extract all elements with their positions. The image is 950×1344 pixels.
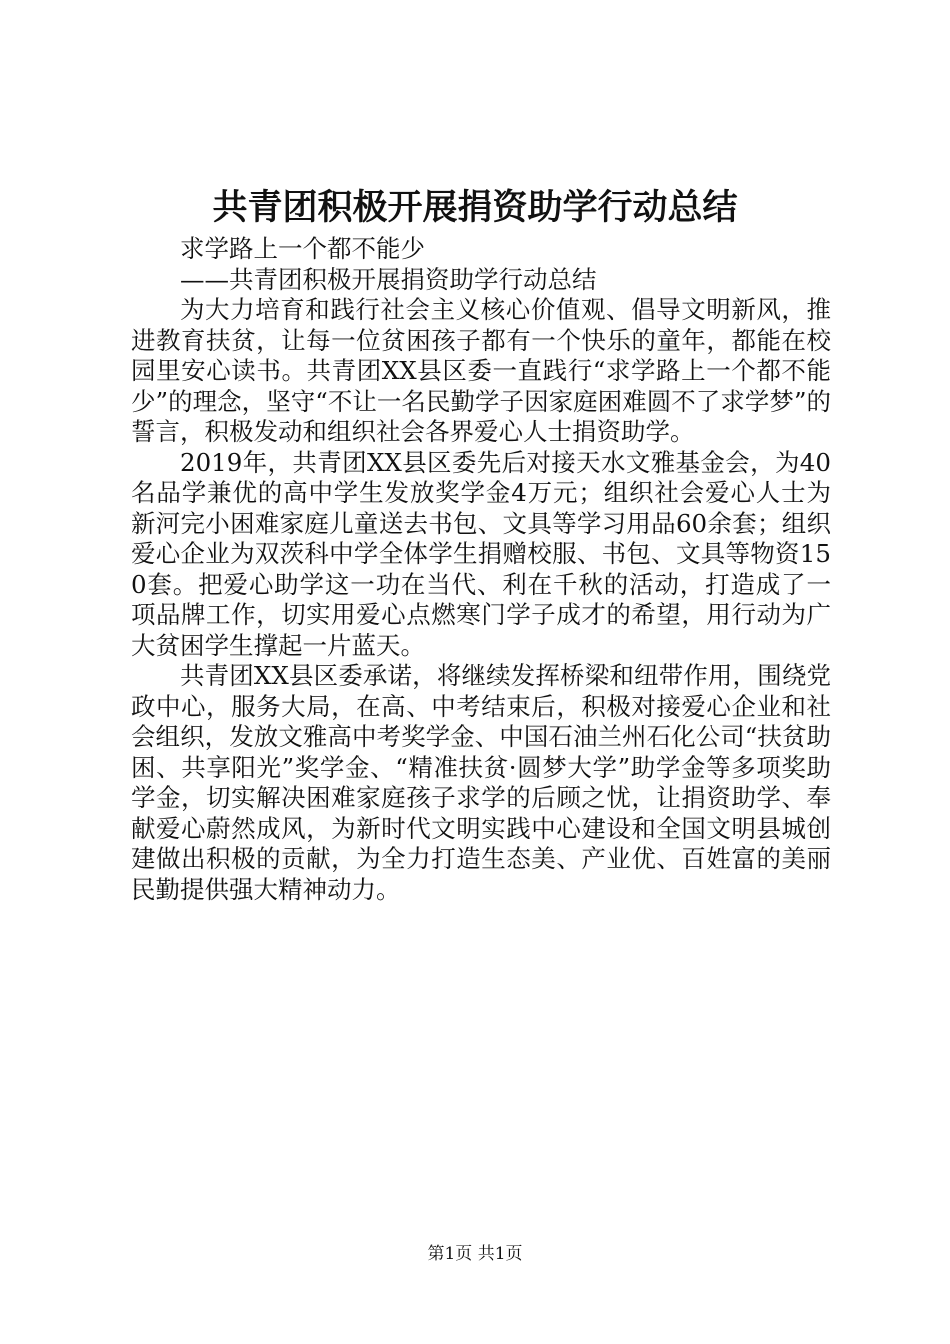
paragraph: 为大力培育和践行社会主义核心价值观、倡导文明新风，推进教育扶贫，让每一位贫困孩子都有一个快乐的童年，都能在校园里安心读书。共青团XX县区委一直践行“求学路上一个都不能少”的理念，坚守“不让一名民勤学子因家庭困难圆不了求学梦”的誓言，积极发动和组织社会各界爱心人士捐资助学。 xyxy=(131,295,831,446)
page-footer: 第1页 共1页 xyxy=(427,1244,523,1264)
document-body xyxy=(131,234,831,905)
paragraph: 2019年，共青团XX县区委先后对接天水文雅基金会，为40名品学兼优的高中学生发放奖学金4万元；组织社会爱心人士为新河完小困难家庭儿童送去书包、文具等学习用品60余套；组织爱心企业为双茨科中学全体学生捐赠校服、书包、文具等物资150套。把爱心助学这一功在当代、利在千秋的活动，打造成了一项品牌工作，切实用爱心点燃寒门学子成才的希望，用行动为广大贫困学生撑起一片蓝天。 xyxy=(131,447,831,660)
subtitle-line: ——共青团积极开展捐资助学行动总结 xyxy=(180,264,597,294)
subtitle-line: 求学路上一个都不能少 xyxy=(180,234,425,263)
paragraph: 共青团XX县区委承诺，将继续发挥桥梁和纽带作用，围绕党政中心，服务大局，在高、中考结束后，积极对接爱心企业和社会组织，发放文雅高中考奖学金、中国石油兰州石化公司“扶贫助困、共享阳光”奖学金、“精准扶贫·圆梦大学”助学金等多项奖助学金，切实解决困难家庭孩子求学的后顾之忧，让捐资助学、奉献爱心蔚然成风，为新时代文明实践中心建设和全国文明县城创建做出积极的贡献，为全力打造生态美、产业优、百姓富的美丽民勤提供强大精神动力。 xyxy=(131,661,831,904)
document-title: 共青团积极开展捐资助学行动总结 xyxy=(212,188,738,228)
